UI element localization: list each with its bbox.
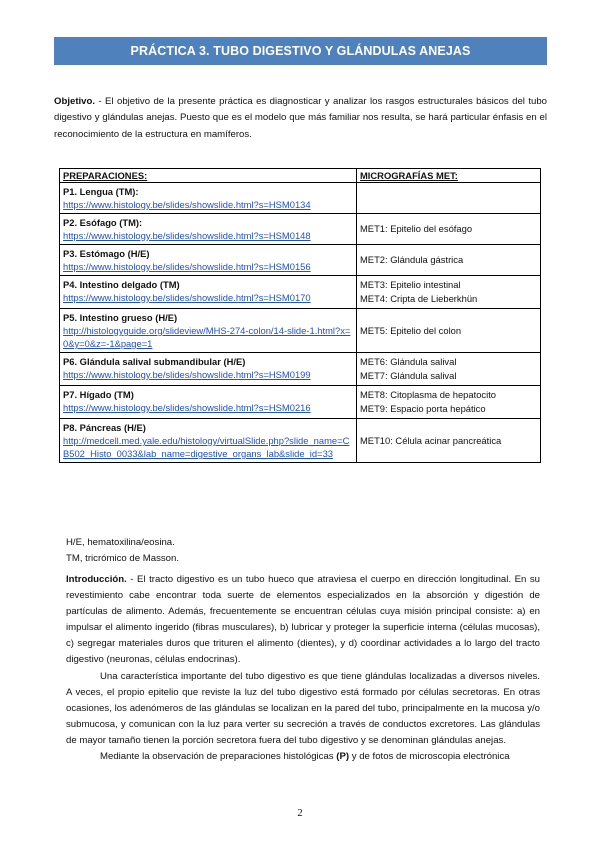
abbreviation-notes bbox=[66, 535, 179, 566]
page-number: 2 bbox=[297, 808, 303, 819]
preparation-cell bbox=[60, 214, 357, 245]
preparation-name: P3. Estómago (H/E) bbox=[63, 248, 150, 259]
micrograph-cell bbox=[357, 183, 541, 214]
micrograph-label: MET2: Glándula gástrica bbox=[360, 254, 464, 265]
preparation-link[interactable]: http://histologyguide.org/slideview/MHS-274-colon/14-slide-1.html?x=0&y=0&z=-1&page=1 bbox=[63, 325, 351, 349]
micrograph-label: MET10: Célula acinar pancreática bbox=[360, 434, 502, 446]
preparation-name: P4. Intestino delgado (TM) bbox=[63, 279, 180, 290]
preparation-link[interactable]: https://www.histology.be/slides/showslide.html?s=HSM0199 bbox=[63, 369, 311, 380]
preparation-name: P2. Esófago (TM): bbox=[63, 217, 143, 228]
header-micrographs: MICROGRAFÍAS MET: bbox=[357, 169, 541, 183]
preparation-link[interactable]: https://www.histology.be/slides/showslide.html?s=HSM0216 bbox=[63, 402, 311, 413]
objective-paragraph bbox=[54, 94, 547, 143]
intro-text-3c: y de fotos de microscopia electrónica bbox=[349, 751, 510, 763]
micrograph-cell bbox=[357, 386, 541, 419]
preparation-link[interactable]: https://www.histology.be/slides/showslide.html?s=HSM0170 bbox=[63, 292, 311, 303]
intro-paragraph-2: Una característica importante del tubo digestivo es que tiene glándulas localizadas a diversos niveles. A veces, el propio epitelio que reviste la luz del tubo digestivo está formado por células secretoras. En otras ocasiones, los adenómeros de las glándulas se localizan en la pared del tubo, principalmente en la mucosa y/o submucosa, y comunican con la luz para verter su secreción a través de conductos excretores. Las glándulas de mayor tamaño tienen la porción secretora fuera del tubo digestivo y se denominan glándulas anejas. bbox=[66, 670, 540, 746]
intro-text-3a: Mediante la observación de preparaciones histológicas bbox=[100, 751, 337, 763]
objective-text: - El objetivo de la presente práctica es diagnosticar y analizar los rasgos estructurales básicos del tubo digestivo y glándulas anejas. Puesto que es el modelo que más familiar nos resulta, se hará particular énfasis en el reconocimiento de la estructura en mamíferos. bbox=[54, 96, 547, 140]
header-preparations: PREPARACIONES: bbox=[60, 169, 357, 183]
intro-paragraph-3 bbox=[66, 749, 540, 765]
table-row bbox=[60, 276, 541, 309]
preparation-name: P5. Intestino grueso (H/E) bbox=[63, 312, 178, 323]
preparation-name: P1. Lengua (TM): bbox=[63, 186, 139, 197]
preparation-link[interactable]: http://medcell.med.yale.edu/histology/virtualSlide.php?slide_name=CB502_Histo_0033&lab_name=digestive_organs_lab&slide_id=33 bbox=[63, 435, 350, 459]
micrograph-cell bbox=[357, 214, 541, 245]
preparation-cell bbox=[60, 276, 357, 309]
preparation-link[interactable]: https://www.histology.be/slides/showslide.html?s=HSM0148 bbox=[63, 230, 311, 241]
table-row bbox=[60, 386, 541, 419]
table-row bbox=[60, 214, 541, 245]
note-tm: TM, tricrómico de Masson. bbox=[66, 552, 180, 564]
micrograph-label: MET8: Citoplasma de hepatocito bbox=[360, 389, 497, 400]
table-header-row bbox=[60, 169, 541, 183]
micrograph-cell bbox=[357, 353, 541, 386]
intro-paragraph-1 bbox=[66, 572, 540, 669]
preparation-cell bbox=[60, 419, 357, 463]
micrograph-label: MET6: Glándula salival bbox=[360, 356, 457, 367]
intro-text-3b: (P) bbox=[336, 751, 350, 763]
micrograph-label: MET4: Cripta de Lieberkhün bbox=[360, 293, 478, 304]
table-row bbox=[60, 353, 541, 386]
micrograph-label: MET3: Epitelio intestinal bbox=[360, 279, 461, 290]
micrograph-cell bbox=[357, 245, 541, 276]
preparation-name: P6. Glándula salival submandibular (H/E) bbox=[63, 356, 246, 367]
section-title-banner bbox=[54, 37, 547, 65]
table-body bbox=[60, 183, 541, 463]
intro-text-1: - El tracto digestivo es un tubo hueco que atraviesa el cuerpo en dirección longitudinal. En su revestimiento cabe encontrar toda suerte de elementos especializados en la absorción y digestión de partículas de alimento. Además, frecuentemente se encuentran células cuya misión principal consiste: a) en impulsar el alimento ingerido (fibras musculares), b) lubricar y proteger la superficie interna (células mucosas), c) segregar materiales duros que trituren el alimento (dientes), y d) coordinar actividades a lo largo del tracto digestivo (neuronas, células endocrinas). bbox=[66, 574, 540, 666]
preparation-cell bbox=[60, 245, 357, 276]
micrograph-label: MET7: Glándula salival bbox=[360, 370, 457, 381]
preparation-cell bbox=[60, 386, 357, 419]
micrograph-cell bbox=[357, 419, 541, 463]
micrograph-cell bbox=[357, 309, 541, 353]
preparation-link[interactable]: https://www.histology.be/slides/showslide.html?s=HSM0156 bbox=[63, 261, 311, 272]
table-row bbox=[60, 419, 541, 463]
micrograph-label: MET5: Epitelio del colon bbox=[360, 324, 462, 336]
micrograph-label: MET9: Espacio porta hepático bbox=[360, 403, 486, 414]
preparation-name: P8. Páncreas (H/E) bbox=[63, 422, 146, 433]
micrograph-label: MET1: Epitelio del esófago bbox=[360, 223, 473, 234]
table-row bbox=[60, 183, 541, 214]
table-row bbox=[60, 309, 541, 353]
page-title: PRÁCTICA 3. TUBO DIGESTIVO Y GLÁNDULAS ANEJAS bbox=[130, 44, 471, 58]
table-row bbox=[60, 245, 541, 276]
micrograph-cell bbox=[357, 276, 541, 309]
preparation-cell bbox=[60, 353, 357, 386]
note-he: H/E, hematoxilina/eosina. bbox=[66, 537, 175, 548]
introduction-section bbox=[66, 572, 540, 765]
preparation-name: P7. Hígado (TM) bbox=[63, 389, 134, 400]
preparation-cell bbox=[60, 183, 357, 214]
preparations-table bbox=[59, 168, 541, 463]
intro-label: Introducción. bbox=[66, 574, 127, 585]
preparation-cell bbox=[60, 309, 357, 353]
preparation-link[interactable]: https://www.histology.be/slides/showslide.html?s=HSM0134 bbox=[63, 199, 311, 210]
objective-label: Objetivo. bbox=[54, 96, 96, 107]
